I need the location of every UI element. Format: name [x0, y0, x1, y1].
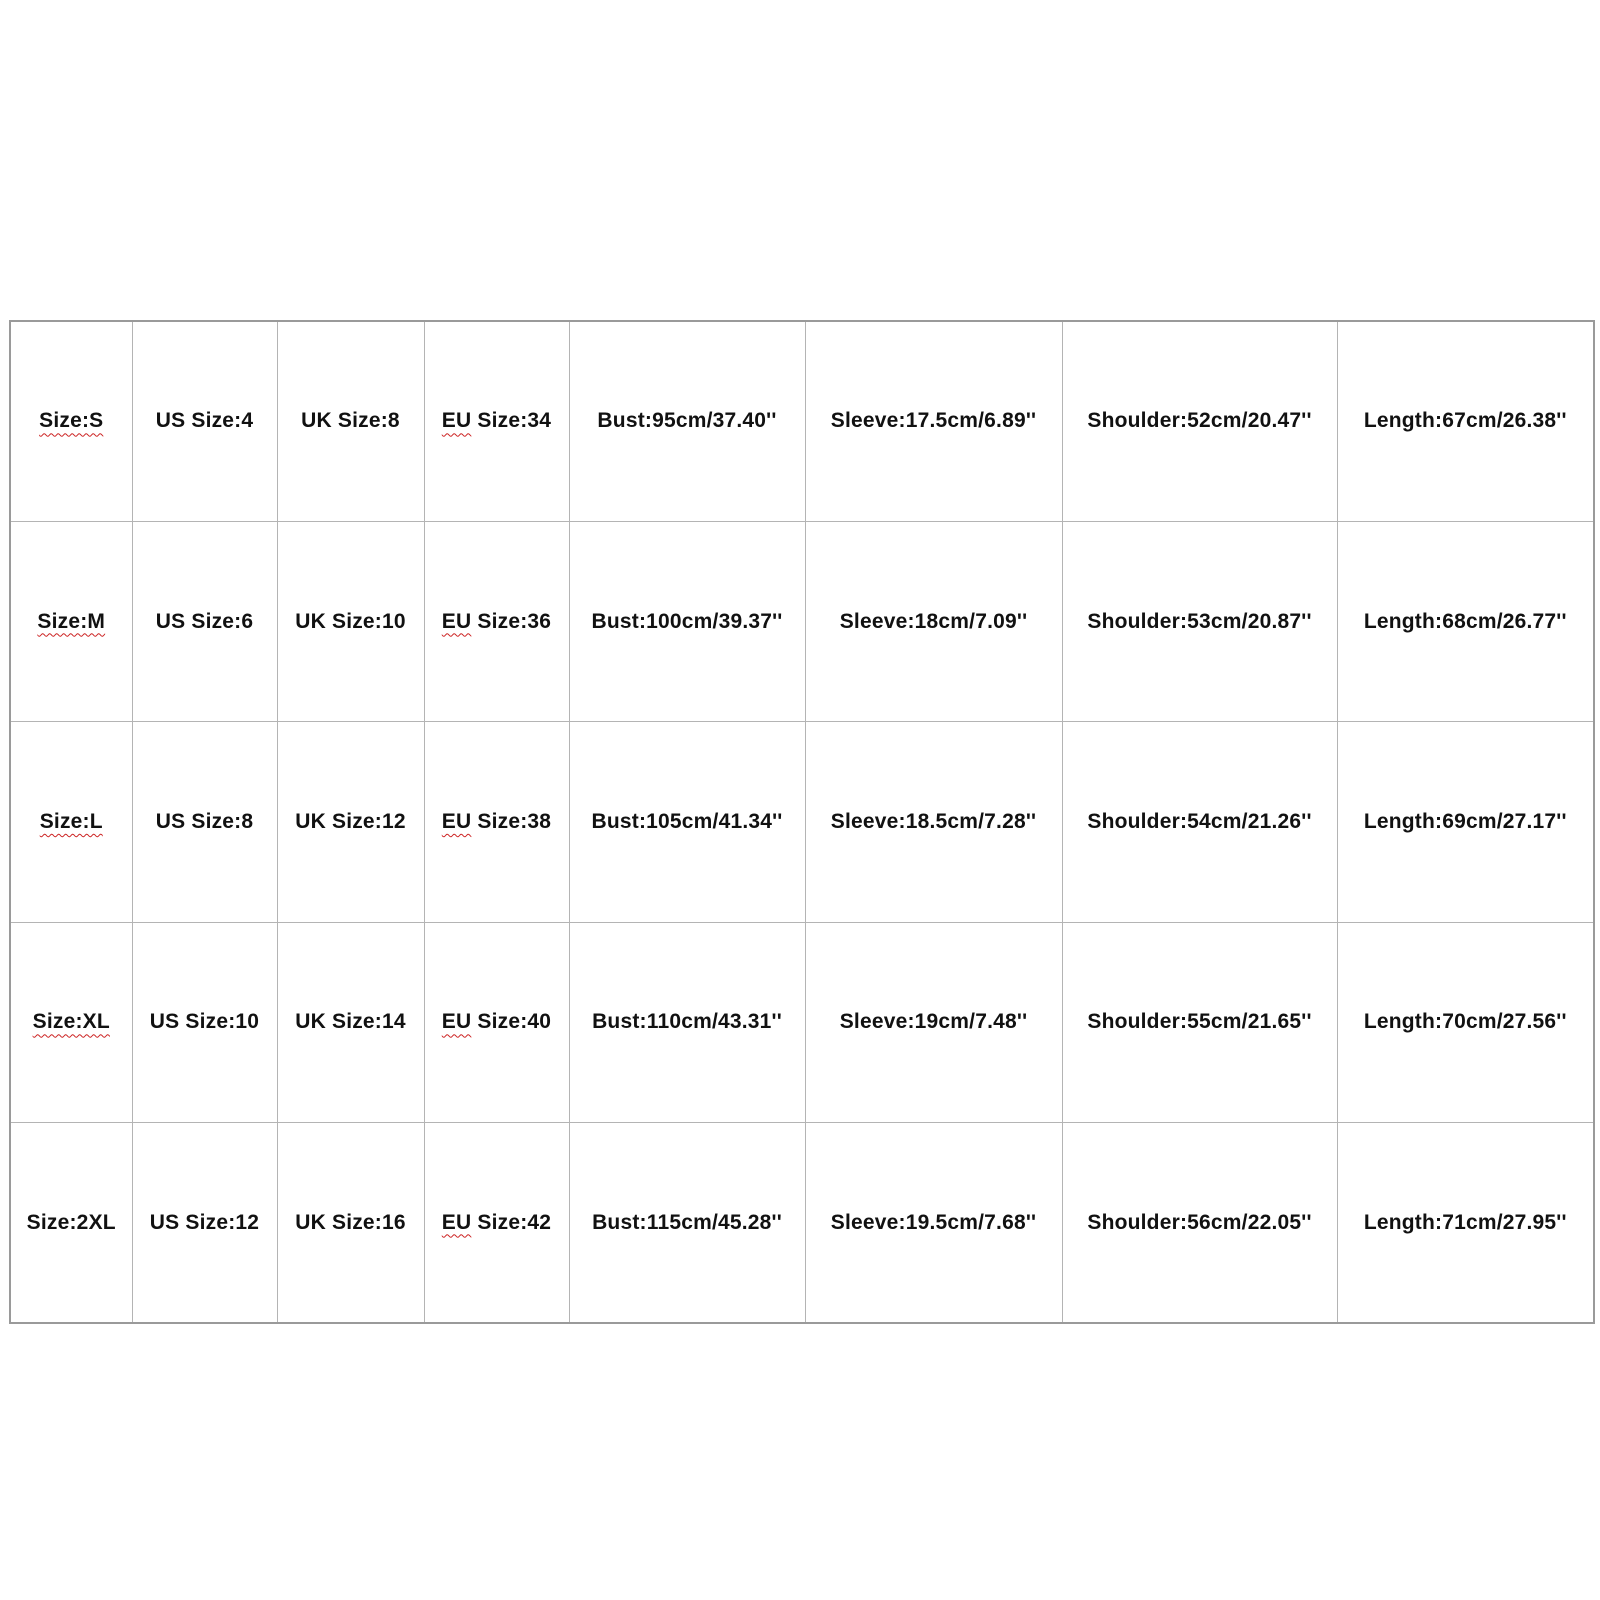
- us-size-cell: US Size:10: [132, 922, 277, 1122]
- uk-size-cell: UK Size:16: [277, 1123, 424, 1323]
- eu-label: EU Size:40: [441, 1010, 552, 1034]
- bust-cell: Bust:115cm/45.28'': [569, 1123, 805, 1323]
- uk-size-cell: UK Size:10: [277, 521, 424, 721]
- size-label: Size:L: [39, 809, 103, 833]
- shoulder-cell: Shoulder:52cm/20.47'': [1062, 321, 1337, 521]
- sleeve-cell: Sleeve:18cm/7.09'': [805, 521, 1062, 721]
- eu-size-cell: [424, 722, 569, 922]
- eu-label: EU Size:34: [441, 409, 552, 433]
- shoulder-cell: Shoulder:55cm/21.65'': [1062, 922, 1337, 1122]
- bust-cell: Bust:105cm/41.34'': [569, 722, 805, 922]
- size-cell: [10, 321, 132, 521]
- size-label: Size:2XL: [26, 1210, 116, 1234]
- length-cell: Length:71cm/27.95'': [1337, 1123, 1594, 1323]
- eu-size-cell: [424, 922, 569, 1122]
- eu-label: EU Size:42: [441, 1210, 552, 1234]
- table-row: [10, 922, 1594, 1122]
- size-cell: [10, 521, 132, 721]
- sleeve-cell: Sleeve:18.5cm/7.28'': [805, 722, 1062, 922]
- sleeve-cell: Sleeve:17.5cm/6.89'': [805, 321, 1062, 521]
- size-cell: [10, 722, 132, 922]
- size-label: Size:M: [37, 609, 106, 633]
- bust-cell: Bust:95cm/37.40'': [569, 321, 805, 521]
- size-cell: [10, 1123, 132, 1323]
- table-row: [10, 521, 1594, 721]
- size-chart-table: [9, 320, 1595, 1324]
- length-cell: Length:70cm/27.56'': [1337, 922, 1594, 1122]
- us-size-cell: US Size:4: [132, 321, 277, 521]
- shoulder-cell: Shoulder:54cm/21.26'': [1062, 722, 1337, 922]
- uk-size-cell: UK Size:8: [277, 321, 424, 521]
- bust-cell: Bust:110cm/43.31'': [569, 922, 805, 1122]
- shoulder-cell: Shoulder:53cm/20.87'': [1062, 521, 1337, 721]
- length-cell: Length:69cm/27.17'': [1337, 722, 1594, 922]
- sleeve-cell: Sleeve:19.5cm/7.68'': [805, 1123, 1062, 1323]
- eu-prefix: EU: [441, 809, 472, 833]
- sleeve-cell: Sleeve:19cm/7.48'': [805, 922, 1062, 1122]
- length-cell: Length:68cm/26.77'': [1337, 521, 1594, 721]
- eu-size-cell: [424, 321, 569, 521]
- eu-label: EU Size:36: [441, 609, 552, 633]
- eu-prefix: EU: [441, 409, 472, 433]
- size-cell: [10, 922, 132, 1122]
- eu-prefix: EU: [441, 609, 472, 633]
- eu-label: EU Size:38: [441, 809, 552, 833]
- us-size-cell: US Size:6: [132, 521, 277, 721]
- bust-cell: Bust:100cm/39.37'': [569, 521, 805, 721]
- eu-prefix: EU: [441, 1210, 472, 1234]
- length-cell: Length:67cm/26.38'': [1337, 321, 1594, 521]
- eu-size-cell: [424, 521, 569, 721]
- shoulder-cell: Shoulder:56cm/22.05'': [1062, 1123, 1337, 1323]
- us-size-cell: US Size:12: [132, 1123, 277, 1323]
- uk-size-cell: UK Size:12: [277, 722, 424, 922]
- table-row: [10, 722, 1594, 922]
- table-row: [10, 1123, 1594, 1323]
- eu-prefix: EU: [441, 1010, 472, 1034]
- eu-size-cell: [424, 1123, 569, 1323]
- uk-size-cell: UK Size:14: [277, 922, 424, 1122]
- size-label: Size:S: [39, 409, 104, 433]
- us-size-cell: US Size:8: [132, 722, 277, 922]
- size-label: Size:XL: [32, 1010, 110, 1034]
- table-row: [10, 321, 1594, 521]
